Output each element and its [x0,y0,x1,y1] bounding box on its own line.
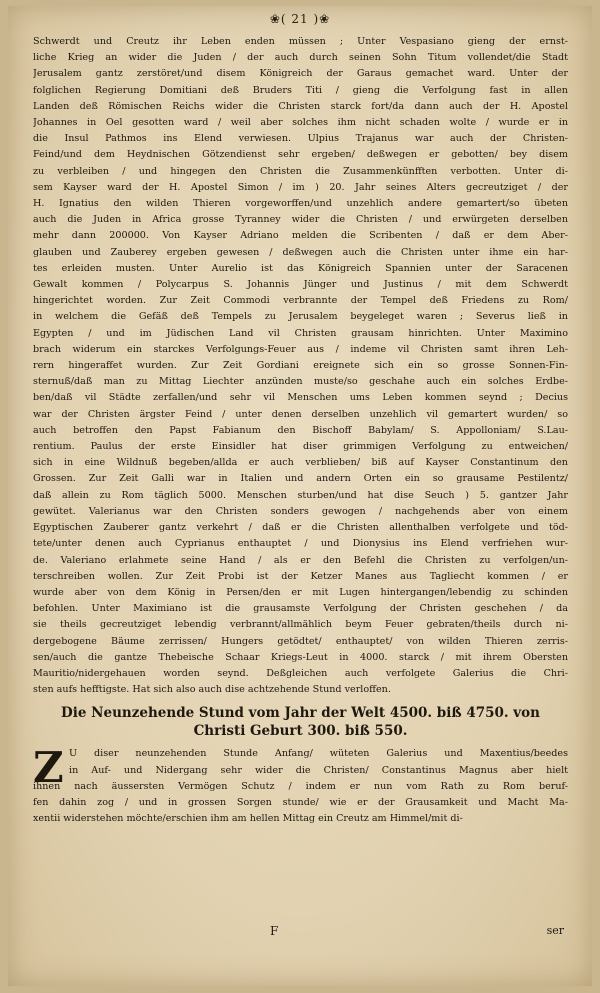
text-line: Grossen. Zur Zeit Galli war in Italien und andern Orten ein so grausame Pestilentz/ [33,473,568,485]
text-line: tete/unter denen auch Cyprianus enthauptet / und Dionysius ins Elend verfriehen wur- [33,538,568,550]
text-line: sen/auch die gantze Thebeische Schaar Kriegs-Leut in 4000. starck / mit ihrem Obersten [33,651,568,663]
text-line: hingerichtet worden. Zur Zeit Commodi verbrannte der Tempel deß Friedens zu Rom/ [33,295,568,307]
text-line: liche Krieg an wider die Juden / der auch durch seinen Sohn Titum vollendet/die Stadt [33,52,568,64]
text-line: ben/daß vil Städte zerfallen/und sehr vil Menschen ums Leben kommen seynd ; Decius [33,392,568,404]
page-number-header: ❀( 21 )❀ [269,12,331,26]
text-line: sem Kayser ward der H. Apostel Simon / im ) 20. Jahr seines Alters gecreutziget / der [33,181,568,193]
text-line: brach widerum ein starckes Verfolgungs-Feuer aus / indeme vil Christen samt ihren Leh- [33,343,568,355]
text-line: tes erleiden musten. Unter Aurelio ist das Königreich Spannien unter der Saracenen [33,262,568,274]
text-line: Johannes in Oel gesotten ward / weil aber solches ihm nicht schaden wolte / wurde er in [33,117,568,129]
text-line: sten aufs hefftigste. Hat sich also auch dise achtzehende Stund verloffen. [33,684,391,696]
text-line: sie theils gecreutziget lebendig verbrannt/allmählich beym Feuer gebraten/theils durch ni- [33,619,568,631]
signature-mark: F [270,924,279,938]
text-line: war der Christen ärgster Feind / unter denen derselben unzehlich vil gemartert wurden/ so [33,408,568,420]
chapter-heading-line-1: Die Neunzehende Stund vom Jahr der Welt 4500. biß 4750. von [61,705,540,722]
paragraph-hour-nineteen [33,743,568,827]
text-line: sich in eine Wildnuß begeben/allda er auch verblieben/ biß auf Kayser Constantinum den [33,457,568,469]
text-line: de. Valeriano erlahmete seine Hand / als er den Befehl die Christen zu verfolgen/un- [33,554,568,566]
text-line: glauben und Zauberey ergeben gewesen / deßwegen auch die Christen unter ihme ein har- [33,246,568,258]
drop-cap-letter: Z [33,743,64,793]
text-line: fen dahin zog / und in grossen Sorgen stunde/ wie er der Grausamkeit und Macht Ma- [33,796,568,808]
text-line: xentii widerstehen möchte/erschien ihm am hellen Mittag ein Creutz am Himmel/mit di- [33,813,463,825]
text-line: U diser neunzehenden Stunde Anfang/ wüteten Galerius und Maxentius/beedes [69,748,568,760]
text-line: zu verbleiben / und hingegen den Christen die Zusammenkünfften verbotten. Unter di- [33,165,568,177]
text-line: wurde aber von dem König in Persen/den er mit Lugen hintergangen/lebendig zu schinden [33,586,568,598]
text-line: ihnen nach äussersten Vermögen Schutz / indem er nun vom Rath zu Rom beruf- [33,780,568,792]
text-line: sternuß/daß man zu Mittag Liechter anzünden muste/so geschahe auch ein solches Erdbe- [33,376,568,388]
text-line: befohlen. Unter Maximiano ist die grausamste Verfolgung der Christen geschehen / da [33,603,568,615]
text-line: rentium. Paulus der erste Einsidler hat diser grimmigen Verfolgung zu entweichen/ [33,441,568,453]
text-line: in Auf- und Nidergang sehr wider die Christen/ Constantinus Magnus aber hielt [69,764,568,776]
text-line: Feind/und dem Heydnischen Götzendienst sehr ergeben/ deßwegen er gebotten/ bey disem [33,149,568,161]
text-line: Jerusalem gantz zerstöret/und disem Königreich der Garaus gemachet ward. Unter der [33,68,568,80]
text-line: Landen deß Römischen Reichs wider die Christen starck fort/da dann auch der H. Apostel [33,100,568,112]
text-line: Schwerdt und Creutz ihr Leben enden müssen ; Unter Vespasiano gieng der ernst- [33,36,568,47]
text-line: terschreiben wollen. Zur Zeit Probi ist der Ketzer Manes aus Tagliecht kommen / er [33,570,568,582]
text-line: mehr dann 200000. Von Kayser Adriano melden die Scribenten / daß er dem Aber- [33,230,568,242]
text-line: H. Ignatius den wilden Thieren vorgeworffen/und unzehlich andere gemartert/so übeten [33,198,568,210]
text-line: auch die Juden in Africa grosse Tyranney wider die Christen / und erwürgeten derselben [33,214,568,226]
page-body [33,34,568,827]
text-line: dergebogene Bäume zerrissen/ Hungers getödtet/ enthauptet/ von wilden Thieren zerris- [33,635,568,647]
text-line: Egypten / und im Jüdischen Land vil Christen grausam hinrichten. Unter Maximino [33,327,568,339]
text-line: gewütet. Valerianus war den Christen sonders gewogen / nachgehends aber von einem [33,505,568,517]
text-line: Egyptischen Zauberer gantz verkehrt / daß er die Christen allenthalben verfolgete und töd- [33,522,568,534]
text-line: in welchem die Gefäß deß Tempels zu Jerusalem beygeleget waren ; Severus ließ in [33,311,568,323]
text-line: auch betroffen den Papst Fabianum den Bischoff Babylam/ S. Appolloniam/ S.Lau- [33,424,568,436]
text-line: Mauritio/nidergehauen worden seynd. Deßgleichen auch verfolgete Galerius die Chri- [33,667,568,679]
text-line: folglichen Regierung Domitiani deß Bruders Titi / gieng die Verfolgung fast in allen [33,84,568,96]
chapter-heading-line-2: Christi Geburt 300. biß 550. [193,723,408,740]
text-line: rern hingeraffet wurden. Zur Zeit Gordiani ereignete sich ein so grosse Sonnen-Fin- [33,360,568,372]
text-line: daß allein zu Rom täglich 5000. Menschen sturben/und hat dise Seuch ) 5. gantzer Jahr [33,489,568,501]
paragraph-hour-eighteen [33,34,568,698]
catchword: ser [546,924,564,937]
text-line: die Insul Pathmos ins Elend verwiesen. Ulpius Trajanus war auch der Christen- [33,133,568,145]
text-line: Gewalt kommen / Polycarpus S. Johannis Jünger und Justinus / mit dem Schwerdt [33,279,568,291]
